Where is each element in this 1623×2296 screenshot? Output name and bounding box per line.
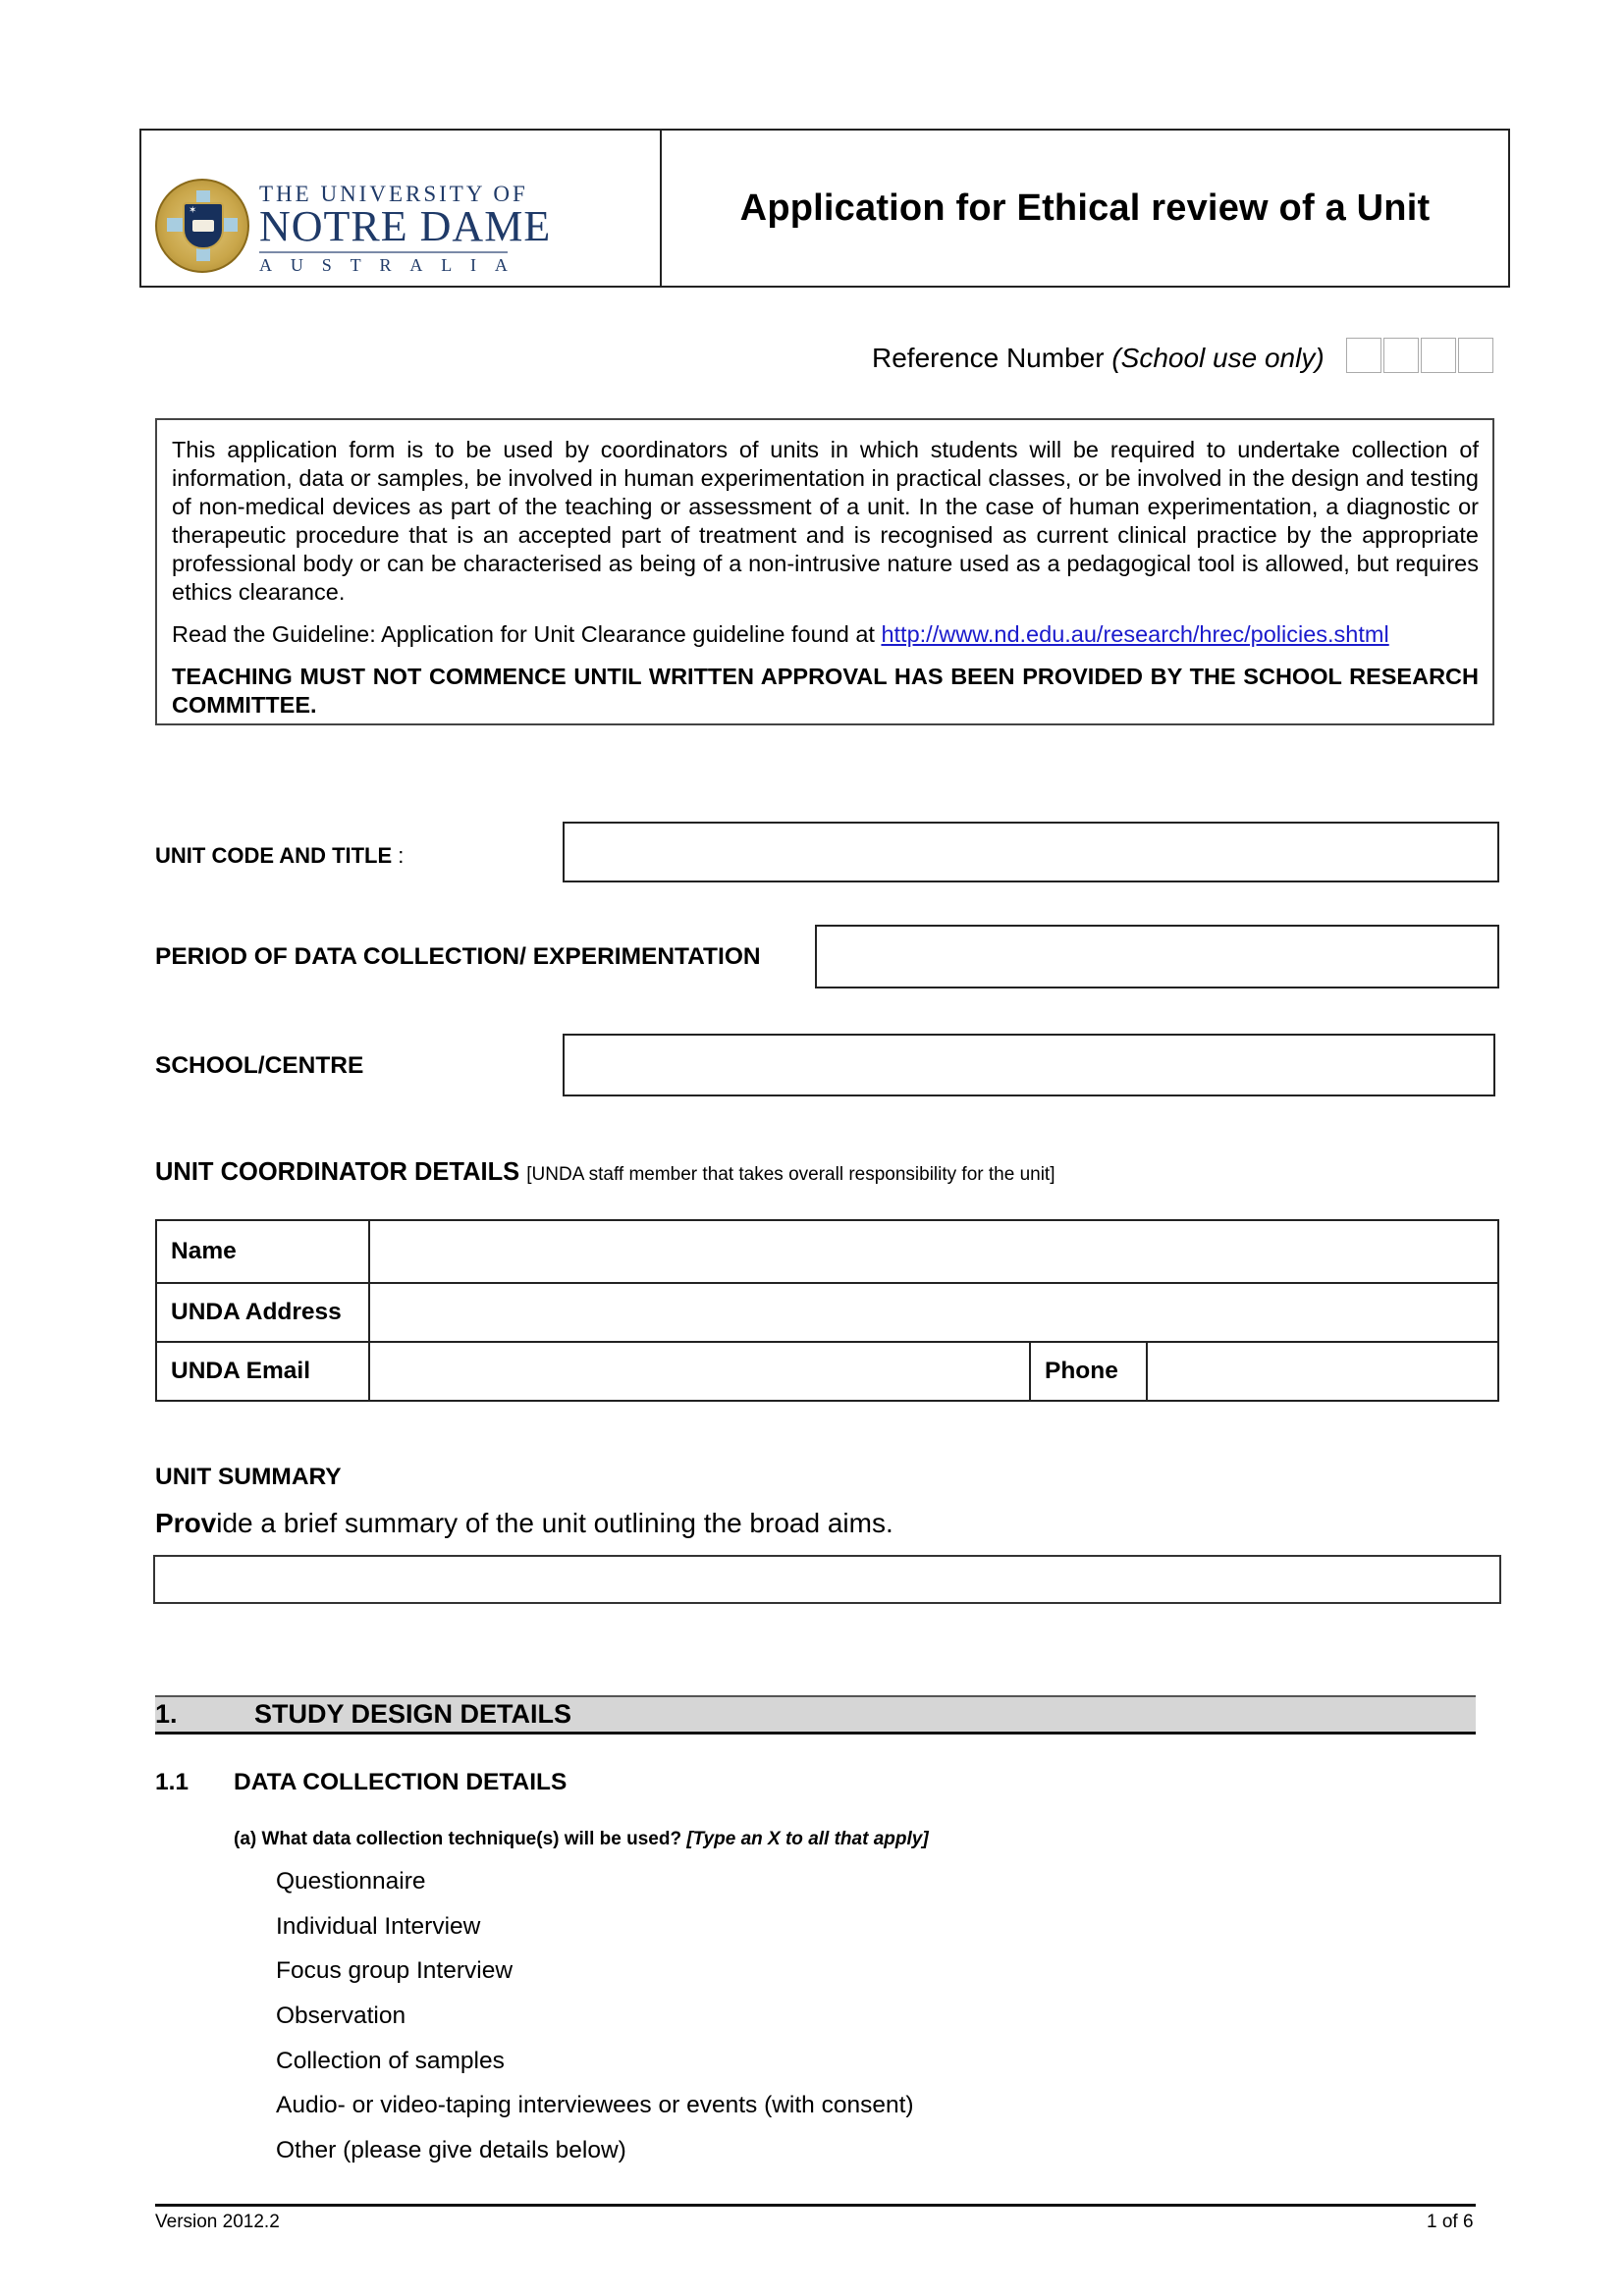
reference-digit-box-4[interactable] <box>1458 338 1493 373</box>
school-centre-label: SCHOOL/CENTRE <box>155 1052 364 1079</box>
coordinator-details-table <box>155 1219 1499 1402</box>
reference-number-note: (School use only) <box>1111 343 1325 373</box>
instructions-box <box>155 418 1494 725</box>
footer-version: Version 2012.2 <box>155 2212 280 2232</box>
logo-text-line1: THE UNIVERSITY OF <box>259 182 528 206</box>
instructions-paragraph: This application form is to be used by coordinators of units in which students will be required to undertake collection of information, data or samples, be involved in human experimentation in practical classes, or be involved in the design and testing of non-medical devices as part of the teaching or assessment of a unit. In the case of human experimentation, a diagnostic or therapeutic procedure that is an accepted part of treatment and is recognised as current clinical practice by the appropriate professional body or can be characterised as being of a non-intrusive nature used as a pedagogical tool is allowed, but requires ethics clearance. <box>172 437 1479 605</box>
reference-number-boxes <box>1346 338 1495 373</box>
subsection-heading-data-collection: 1.1 DATA COLLECTION DETAILS <box>155 1769 568 1795</box>
option-questionnaire[interactable]: Questionnaire <box>276 1868 426 1895</box>
option-other[interactable]: Other (please give details below) <box>276 2137 626 2164</box>
coordinator-heading: UNIT COORDINATOR DETAILS [UNDA staff member that takes overall responsibility for the unit] <box>155 1158 1055 1186</box>
section-number: 1. <box>155 1699 178 1729</box>
unit-code-label: UNIT CODE AND TITLE : <box>155 843 405 868</box>
technique-options-list <box>276 1867 914 2181</box>
unit-summary-heading: UNIT SUMMARY <box>155 1464 342 1490</box>
logo-text-line2: NOTRE DAME <box>259 202 552 250</box>
address-input[interactable] <box>369 1283 1498 1342</box>
table-row <box>156 1220 1498 1283</box>
period-input[interactable] <box>815 925 1499 988</box>
footer-divider <box>155 2204 1476 2207</box>
name-label: Name <box>156 1220 369 1283</box>
question-data-collection-techniques: (a) What data collection technique(s) will be used? [Type an X to all that apply] <box>234 1829 929 1849</box>
section-title: STUDY DESIGN DETAILS <box>254 1699 572 1729</box>
approval-warning: TEACHING MUST NOT COMMENCE UNTIL WRITTEN APPROVAL HAS BEEN PROVIDED BY THE SCHOOL RESEARCH COMMITTEE. <box>172 664 1479 718</box>
guideline-link[interactable]: http://www.nd.edu.au/research/hrec/policies.shtml <box>881 621 1389 647</box>
university-logo <box>141 131 662 286</box>
option-audio-video-taping[interactable]: Audio- or video-taping interviewees or events (with consent) <box>276 2092 914 2119</box>
option-focus-group-interview[interactable]: Focus group Interview <box>276 1957 514 1985</box>
reference-digit-box-3[interactable] <box>1421 338 1456 373</box>
page-number: 1 of 6 <box>1427 2212 1474 2232</box>
unit-summary-prompt: Provide a brief summary of the unit outlining the broad aims. <box>155 1508 893 1538</box>
phone-label: Phone <box>1030 1342 1147 1401</box>
email-label: UNDA Email <box>156 1342 369 1401</box>
reference-digit-box-1[interactable] <box>1346 338 1381 373</box>
unit-code-input[interactable] <box>563 822 1499 882</box>
phone-input[interactable] <box>1147 1342 1498 1401</box>
table-row <box>156 1283 1498 1342</box>
form-header <box>139 129 1510 288</box>
option-observation[interactable]: Observation <box>276 2002 406 2030</box>
reference-number-label: Reference Number (School use only) <box>872 343 1325 373</box>
title-cell <box>662 131 1508 286</box>
university-crest-icon: ✶ <box>155 179 249 273</box>
logo-text-line3: A U S T R A L I A <box>259 255 508 275</box>
table-row <box>156 1342 1498 1401</box>
option-collection-of-samples[interactable]: Collection of samples <box>276 2047 505 2074</box>
period-label: PERIOD OF DATA COLLECTION/ EXPERIMENTATION <box>155 943 761 970</box>
email-input[interactable] <box>369 1342 1030 1401</box>
name-input[interactable] <box>369 1220 1498 1283</box>
page-title: Application for Ethical review of a Unit <box>739 187 1431 229</box>
logo-divider <box>259 251 508 253</box>
option-individual-interview[interactable]: Individual Interview <box>276 1912 481 1940</box>
school-centre-input[interactable] <box>563 1034 1495 1096</box>
reference-digit-box-2[interactable] <box>1383 338 1419 373</box>
unit-summary-input[interactable] <box>153 1555 1501 1604</box>
address-label: UNDA Address <box>156 1283 369 1342</box>
coordinator-note: [UNDA staff member that takes overall responsibility for the unit] <box>526 1164 1055 1185</box>
guideline-line: Read the Guideline: Application for Unit Clearance guideline found at http://www.nd.edu.au/research/hrec/policies.shtml <box>172 621 1389 647</box>
section-heading-study-design <box>155 1695 1476 1735</box>
